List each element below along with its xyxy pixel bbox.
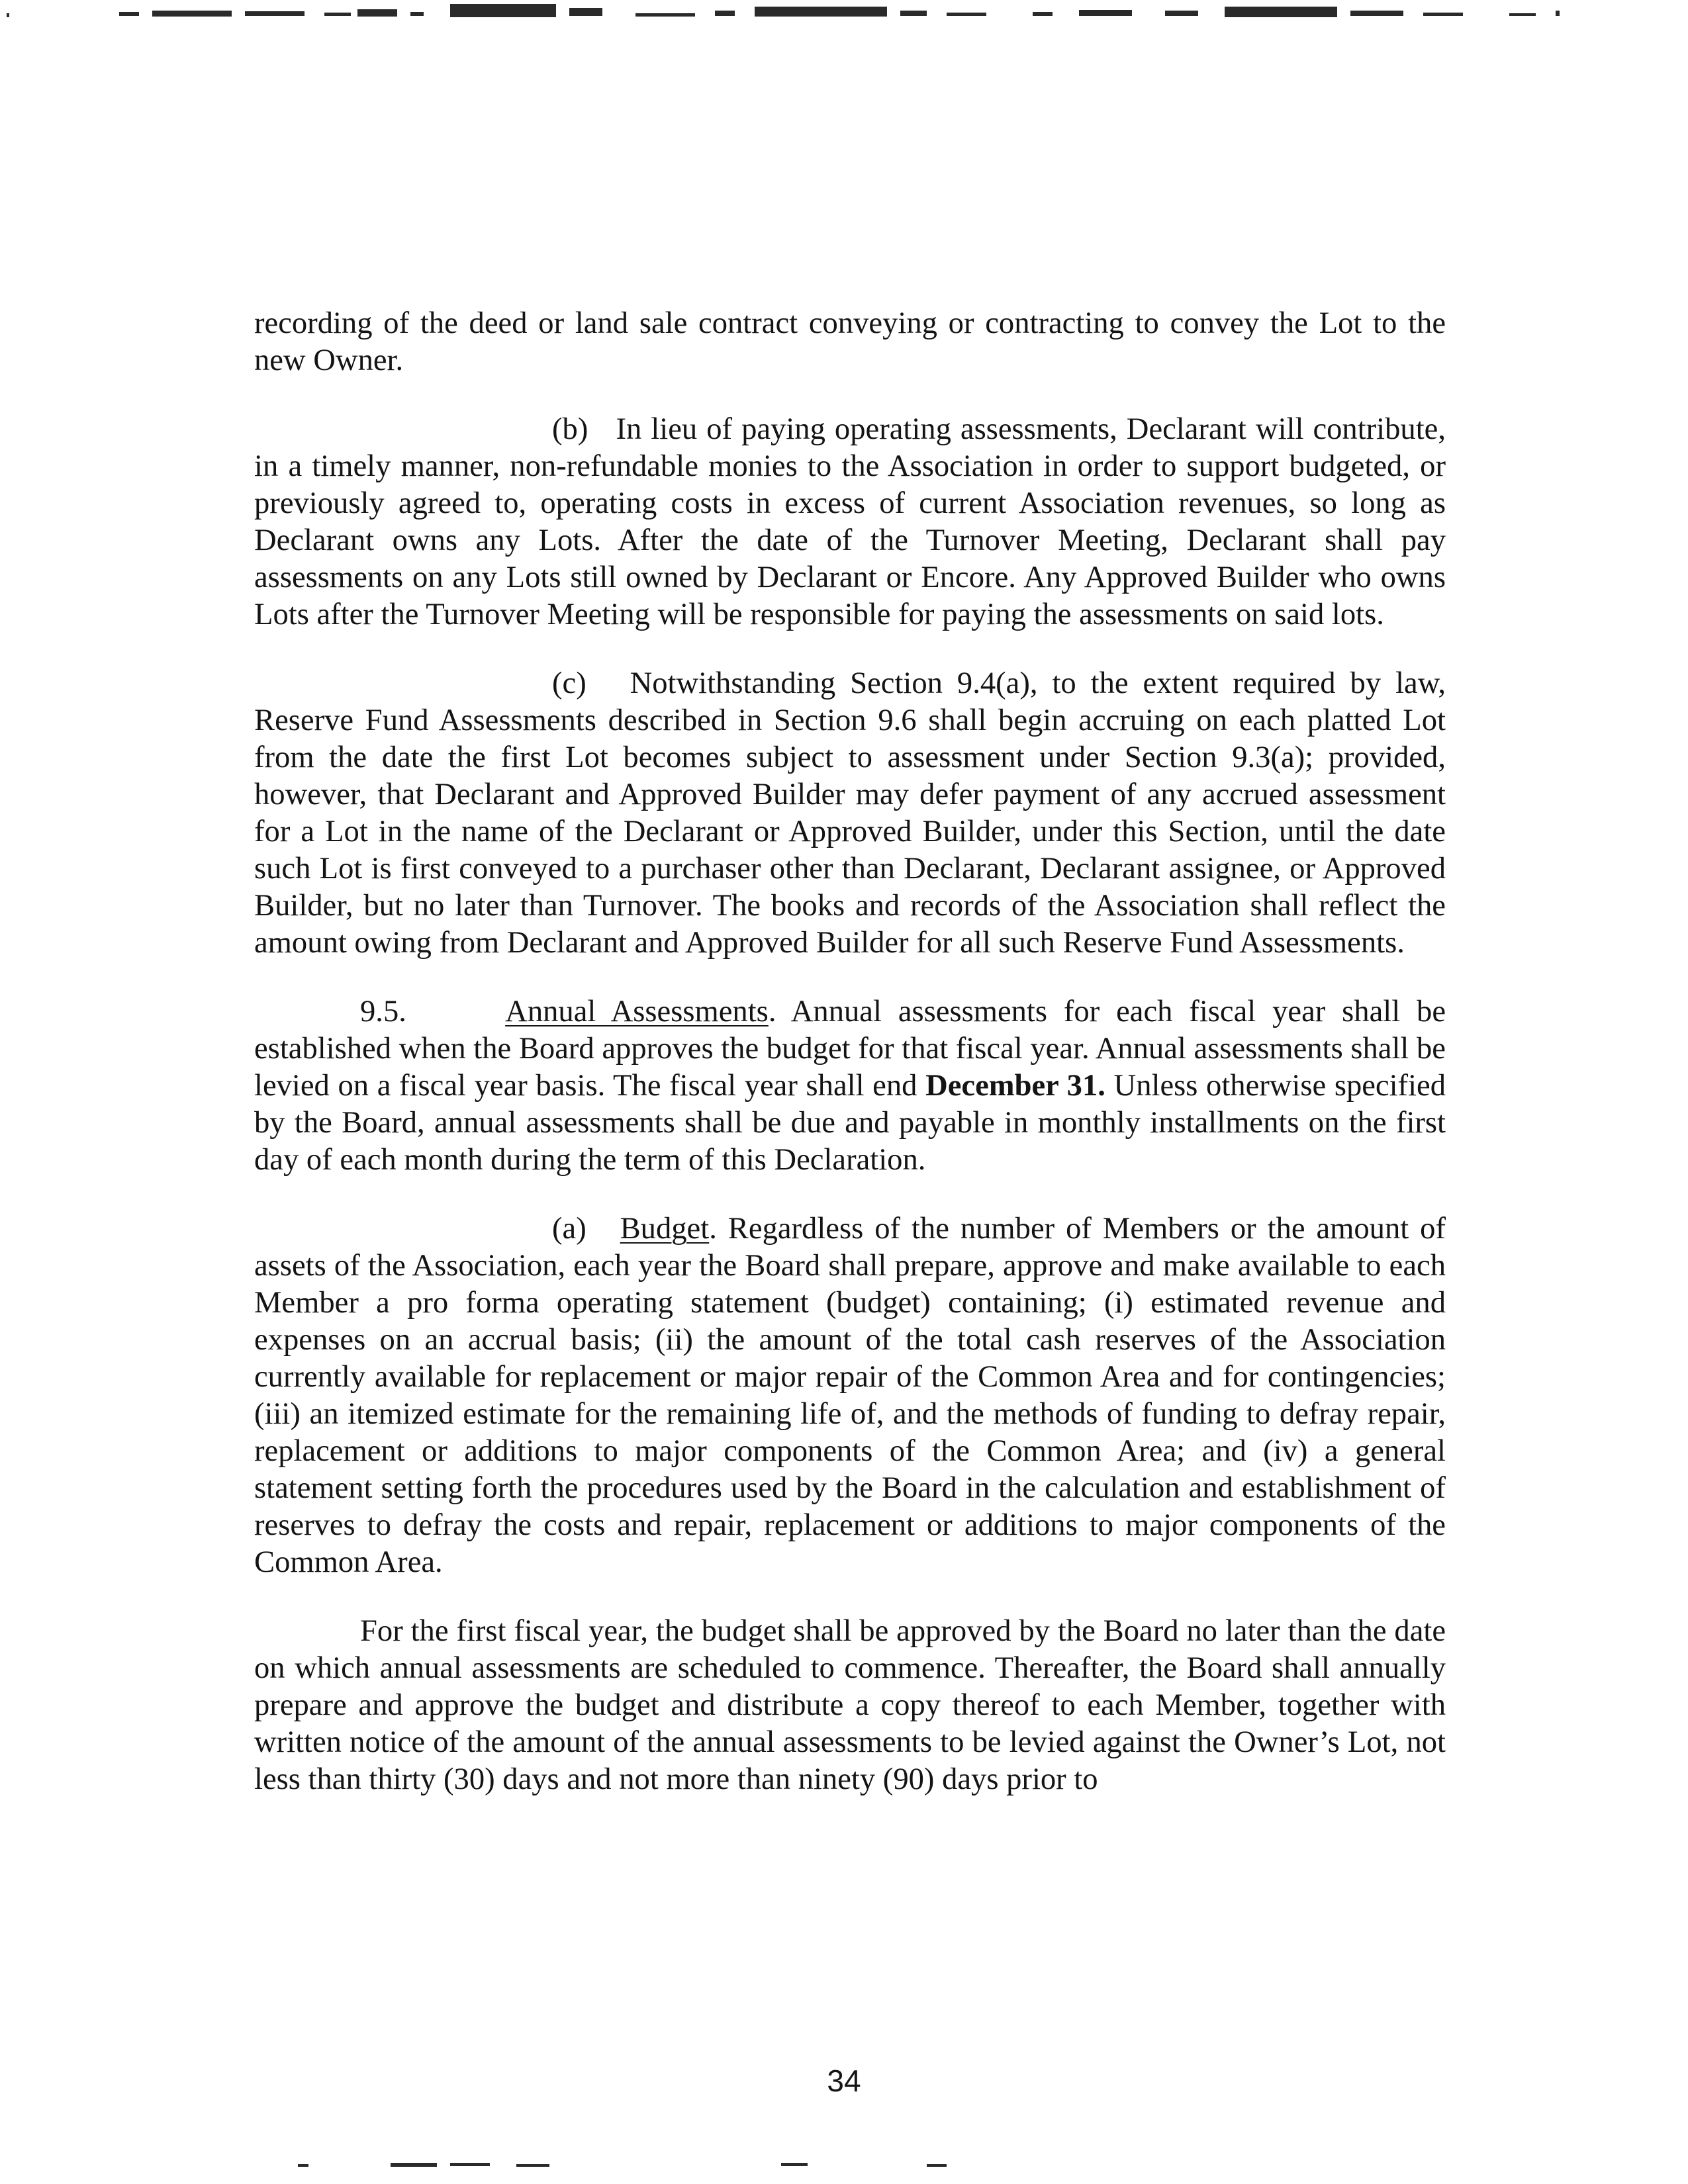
paragraph-9-4-b [254,410,1446,633]
scan-noise-bottom [0,2159,1688,2175]
paragraph-text-continued: Unless otherwise specified by the Board, annual assessments shall be due and payable in monthly installments on the first day of each month during the term of this Declaration. [254,1068,1446,1177]
document-body [254,304,1446,1829]
paragraph-text: . Annual assessments for each fiscal year shall be established when the Board approves the budget for that fiscal year. Annual assessments shall be levied on a fiscal year basis. The fiscal year shall end [254,994,1446,1103]
section-number: 9.5. [360,994,406,1028]
paragraph-continuation [254,304,1446,379]
section-9-5 [254,993,1446,1178]
paragraph-text: Notwithstanding Section 9.4(a), to the extent required by law, Reserve Fund Assessments described in Section 9.6 shall begin accruing on each platted Lot from the date the first Lot becomes subject to assessment under Section 9.3(a); provided, however, that Declarant and Approved Builder may defer payment of any accrued assessment for a Lot in the name of the Declarant or Approved Builder, under this Section, until the date such Lot is first conveyed to a purchaser other than Declarant, Declarant assignee, or Approved Builder, but no later than Turnover. The books and records of the Association shall reflect the amount owing from Declarant and Approved Builder for all such Reserve Fund Assessments. [254,666,1446,960]
subsection-label: (c) [552,666,586,700]
subsection-label: (a) [552,1211,586,1246]
fiscal-year-end: December 31. [925,1068,1105,1103]
paragraph-text: In lieu of paying operating assessments, Declarant will contribute, in a timely manner, non-refundable monies to the Association in order to support budgeted, or previously agreed to, operating costs in excess of current Association revenues, so long as Declarant owns any Lots. After the date of the Turnover Meeting, Declarant shall pay assessments on any Lots still owned by Declarant or Encore. Any Approved Builder who owns Lots after the Turnover Meeting will be responsible for paying the assessments on said lots. [254,412,1446,631]
paragraph-text: For the first fiscal year, the budget shall be approved by the Board no later than the date on which annual assessments are scheduled to commence. Thereafter, the Board shall annually prepare and approve the budget and distribute a copy thereof to each Member, together with written notice of the amount of the annual assessments to be levied against the Owner’s Lot, not less than thirty (30) days and not more than ninety (90) days prior to [254,1614,1446,1796]
paragraph-budget-approval [254,1612,1446,1797]
section-heading: Annual Assessments [505,994,769,1028]
subsection-heading: Budget [620,1211,710,1246]
paragraph-9-4-c [254,664,1446,961]
paragraph-text: . Regardless of the number of Members or the amount of assets of the Association, each year the Board shall prepare, approve and make available to each Member a pro forma operating statement (budget) containing; (i) estimated revenue and expenses on an accrual basis; (ii) the amount of the total cash reserves of the Association currently available for replacement or major repair of the Common Area and for contingencies; (iii) an itemized estimate for the remaining life of, and the methods of funding to defray repair, replacement or additions to major components of the Common Area; and (iv) a general statement setting forth the procedures used by the Board in the calculation and establishment of reserves to defray the costs and repair, replacement or additions to major components of the Common Area. [254,1211,1446,1579]
scan-noise-top [0,0,1688,23]
page-number: 34 [827,2064,861,2098]
paragraph-text: recording of the deed or land sale contract conveying or contracting to convey the Lot to the new Owner. [254,306,1446,377]
paragraph-9-5-a [254,1210,1446,1580]
subsection-label: (b) [552,412,588,446]
